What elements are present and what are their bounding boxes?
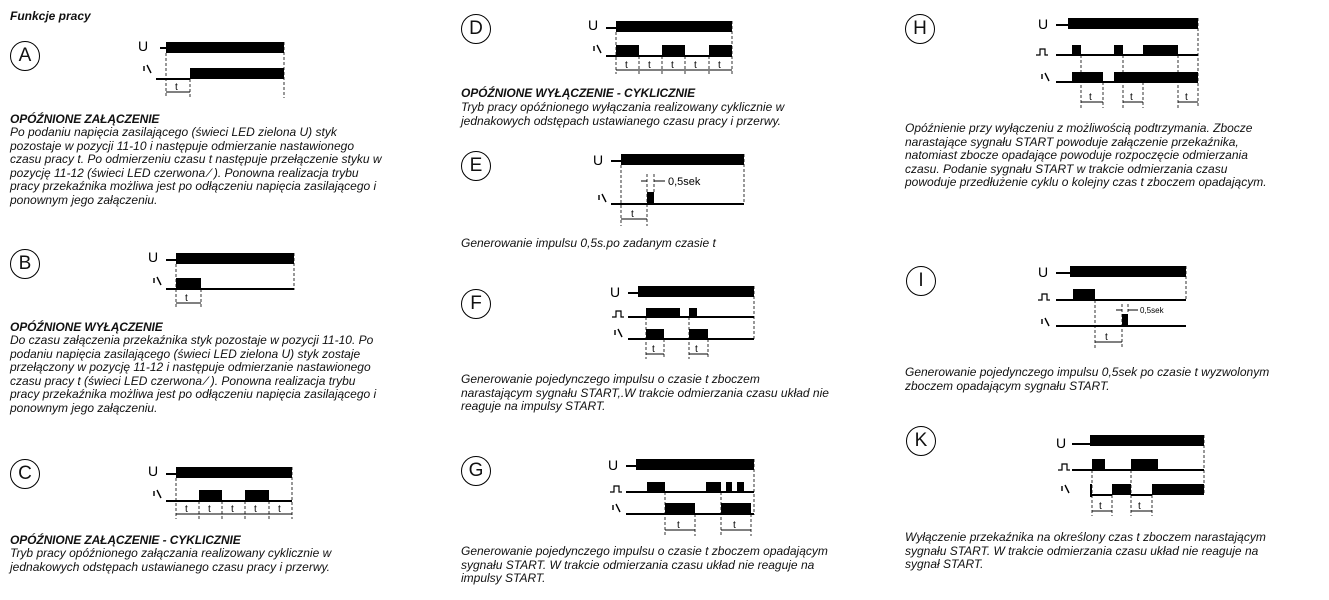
time-interval-label: t xyxy=(231,504,234,515)
function-badge-d: D xyxy=(461,14,491,44)
timing-diagram-k xyxy=(1050,428,1220,522)
time-interval-label: t xyxy=(1105,332,1108,343)
function-description-g: Generowanie pojedynczego impulsu o czasie t zboczem opadającym sygnału START. W trakcie odmierzania czasu układ nie reaguje na impulsy START. xyxy=(461,544,828,586)
function-description-f: Generowanie pojedynczego impulsu o czasie t zboczem narastającym sygnału START,.W trakcie odmierzania czasu układ nie reaguje na impulsy START. xyxy=(461,372,829,414)
function-description-d: Tryb pracy opóźnionego wyłączania realizowany cyklicznie w jednakowych odstępach ustawianego czasu pracy i przerwy. xyxy=(461,100,785,128)
function-badge-c: C xyxy=(10,459,40,489)
supply-voltage-label: U xyxy=(1038,16,1049,32)
supply-voltage-label: U xyxy=(148,463,159,479)
time-interval-label: t xyxy=(718,60,721,71)
function-description-c: Tryb pracy opóźnionego załączania realizowany cyklicznie w jednakowych odstępach ustawianego czasu pracy i przerwy. xyxy=(10,546,332,574)
time-interval-label: t xyxy=(185,293,188,304)
function-badge-k: K xyxy=(906,426,936,456)
time-interval-label: t xyxy=(652,344,655,355)
pulse-duration-label: 0,5sek xyxy=(668,176,701,188)
time-interval-label: t xyxy=(1130,92,1133,103)
time-interval-label: t xyxy=(208,504,211,515)
function-badge-f: F xyxy=(461,289,491,319)
timing-diagram-b xyxy=(140,250,310,312)
supply-voltage-label: U xyxy=(148,249,159,265)
time-interval-label: t xyxy=(185,504,188,515)
time-interval-label: t xyxy=(278,504,281,515)
function-badge-b: B xyxy=(10,249,40,279)
timing-diagram-g xyxy=(596,453,766,539)
time-interval-label: t xyxy=(677,520,680,531)
function-description-i: Generowanie pojedynczego impulsu 0,5sek po czasie t wyzwolonym zboczem opadającym sygnału START. xyxy=(905,365,1270,393)
time-interval-label: t xyxy=(625,60,628,71)
function-heading-d: OPÓŹNIONE WYŁĄCZENIE - CYKLICZNIE xyxy=(461,86,696,100)
supply-voltage-label: U xyxy=(1056,435,1067,451)
function-heading-b: OPÓŹNIONE WYŁĄCZENIE xyxy=(10,320,163,334)
timing-diagram-h xyxy=(1030,12,1210,112)
time-interval-label: t xyxy=(671,60,674,71)
function-heading-c: OPÓŹNIONE ZAŁĄCZENIE - CYKLICZNIE xyxy=(10,533,241,547)
time-interval-label: t xyxy=(695,344,698,355)
timing-diagram-i xyxy=(1030,260,1210,352)
function-description-b: Do czasu załączenia przekaźnika styk pozostaje w pozycji 11-10. Po podaniu napięcia zasilającego (świeci LED zielona U) styk zostaje przełączony w pozycję 11-12 i następuje odmierzanie nastawionego czasu pracy t (świeci LED czerwona ⁄ ). Ponowna realizacja trybu pracy przekaźnika możliwa jest po odłączeniu napięcia zasilającego i ponownym jego załączeniu. xyxy=(10,333,377,415)
function-badge-a: A xyxy=(10,41,40,71)
supply-voltage-label: U xyxy=(138,38,149,54)
function-badge-h: H xyxy=(905,14,935,44)
supply-voltage-label: U xyxy=(1038,264,1049,280)
function-badge-g: G xyxy=(461,456,491,486)
time-interval-label: t xyxy=(175,82,178,93)
time-interval-label: t xyxy=(694,60,697,71)
timing-diagram-c xyxy=(140,462,310,522)
timing-diagram-a xyxy=(130,34,300,106)
time-interval-label: t xyxy=(254,504,257,515)
page-title: Funkcje pracy xyxy=(10,9,91,23)
timing-diagram-f xyxy=(600,280,770,364)
supply-voltage-label: U xyxy=(610,284,621,300)
pulse-duration-label: 0,5sek xyxy=(1140,306,1164,315)
timing-diagram-d xyxy=(580,14,750,78)
function-description-k: Wyłączenie przekaźnika na określony czas t zboczem narastającym sygnału START. W trakcie odmierzania czasu układ nie reaguje na sygnał START. xyxy=(905,530,1266,572)
supply-voltage-label: U xyxy=(608,457,619,473)
time-interval-label: t xyxy=(1099,501,1102,512)
timing-diagram-e xyxy=(585,148,755,230)
time-interval-label: t xyxy=(733,520,736,531)
time-interval-label: t xyxy=(648,60,651,71)
time-interval-label: t xyxy=(1138,501,1141,512)
function-badge-i: I xyxy=(906,266,936,296)
function-description-a: Po podaniu napięcia zasilającego (świeci LED zielona U) styk pozostaje w pozycji 11-10 i następuje odmierzanie nastawionego czasu pracy t. Po odmierzeniu czasu t następuje przełączenie styku w pozycję 11-12 (świeci LED czerwona ⁄ ). Ponowna realizacja trybu pracy przekaźnika możliwa jest po odłączeniu napięcia zasilającego i ponownym jego załączeniu. xyxy=(10,125,382,207)
time-interval-label: t xyxy=(1185,92,1188,103)
time-interval-label: t xyxy=(1089,92,1092,103)
supply-voltage-label: U xyxy=(588,17,599,33)
time-interval-label: t xyxy=(631,209,634,220)
function-badge-e: E xyxy=(461,151,491,181)
supply-voltage-label: U xyxy=(593,152,604,168)
function-heading-a: OPÓŹNIONE ZAŁĄCZENIE xyxy=(10,112,160,126)
function-description-e: Generowanie impulsu 0,5s.po zadanym czasie t xyxy=(461,236,716,250)
function-description-h: Opóźnienie przy wyłączeniu z możliwością podtrzymania. Zbocze narastające sygnału START powoduje załączenie przekaźnika, natomiast zbocze opadające powoduje rozpoczęcie odmierzania czasu. Podanie sygnału START w trakcie odmierzania czasu powoduje przedłużenie cyklu o kolejny czas t zboczem opadającym. xyxy=(905,121,1267,190)
